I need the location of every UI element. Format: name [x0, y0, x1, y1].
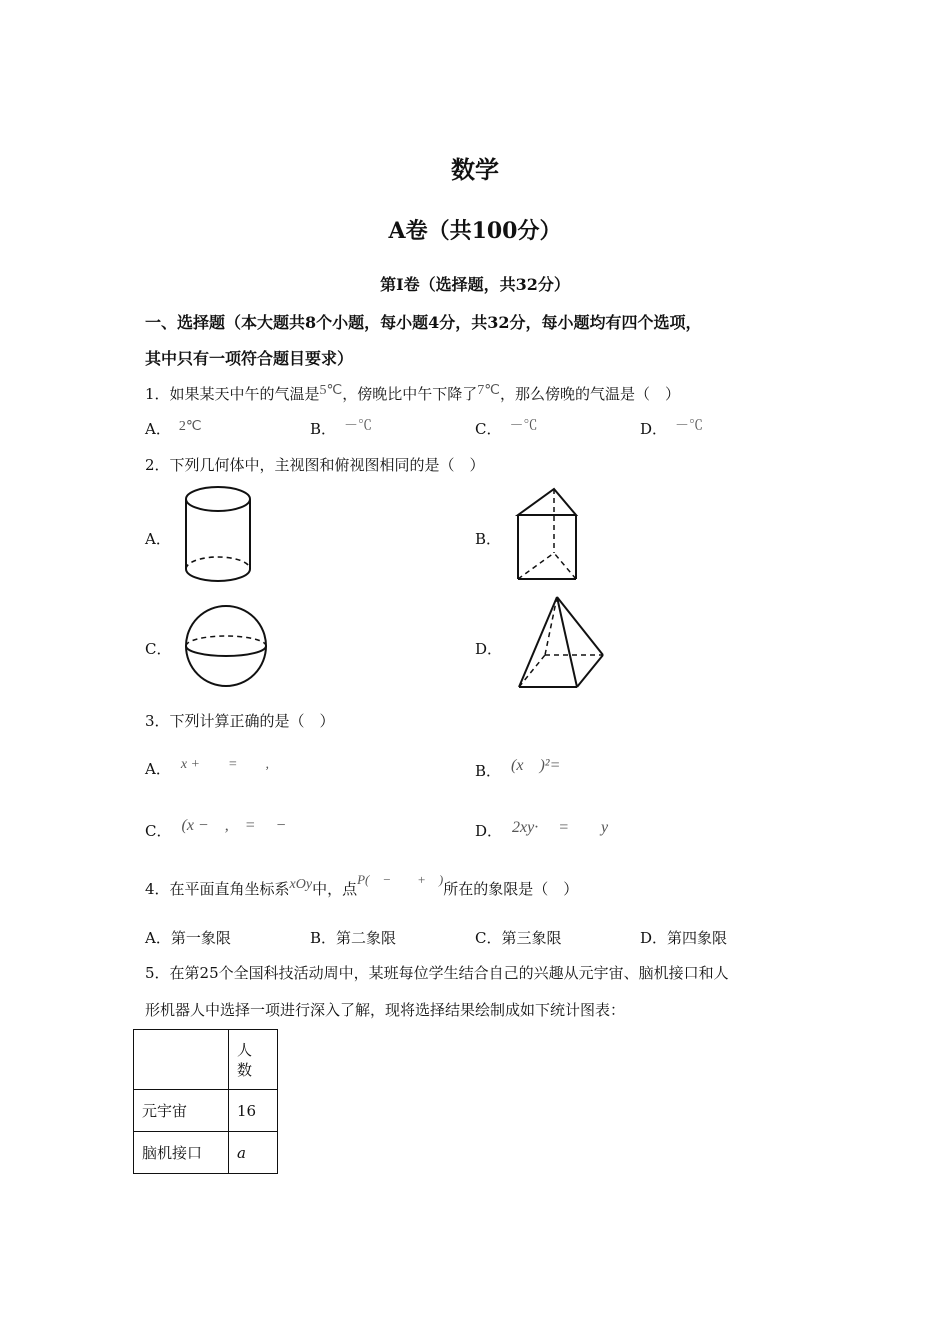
question-5-cont: 形机器人中选择一项进行深入了解，现将选择结果绘制成如下统计图表： — [145, 1001, 626, 1019]
point-p: P( − + ) — [357, 872, 444, 887]
question-3: 3．下列计算正确的是（ ） — [145, 712, 335, 730]
part-a-title: A卷（共100分） — [388, 218, 562, 244]
table-cell: 16 — [229, 1090, 278, 1132]
q3-option-a[interactable]: A． x + = , — [145, 757, 269, 778]
volume-title: 第Ⅰ卷（选择题，共32分） — [380, 275, 570, 294]
q2-option-c[interactable]: C． — [145, 640, 172, 658]
table-row — [134, 1132, 278, 1174]
q2-option-a[interactable]: A． — [145, 530, 171, 548]
q3-option-c[interactable]: C． (x − , = − — [145, 817, 287, 840]
table-cell: 脑机接口 — [134, 1132, 229, 1174]
page-title: 数学 — [451, 155, 499, 184]
table-row — [134, 1090, 278, 1132]
triangular-prism-icon — [516, 487, 581, 582]
question-1: 1．如果某天中午的气温是5℃，傍晚比中午下降了7℃，那么傍晚的气温是（ ） — [145, 383, 681, 403]
section-heading: 一、选择题（本大题共8个小题，每小题4分，共32分，每小题均有四个选项， — [145, 313, 702, 332]
q1-option-b[interactable]: B． －℃ — [310, 419, 373, 438]
temperature-drop: 7℃ — [477, 383, 501, 398]
q4-option-a[interactable]: A．第一象限 — [145, 929, 231, 947]
q2-option-b[interactable]: B． — [475, 530, 502, 548]
q4-option-c[interactable]: C．第三象限 — [475, 929, 562, 947]
q1-option-a[interactable]: A． 2℃ — [145, 419, 202, 438]
question-2: 2．下列几何体中，主视图和俯视图相同的是（ ） — [145, 456, 485, 474]
square-pyramid-icon — [517, 595, 607, 690]
table-header-cell — [134, 1030, 229, 1090]
question-4: 4．在平面直角坐标系xOy中，点P( − + )所在的象限是（ ） — [145, 872, 579, 898]
q1-option-d[interactable]: D． －℃ — [640, 419, 704, 438]
coordinate-system: xOy — [289, 877, 313, 892]
q3-option-d[interactable]: D． 2xy· = y — [475, 819, 609, 840]
section-heading-cont: 其中只有一项符合题目要求） — [145, 349, 354, 368]
q2-option-d[interactable]: D． — [475, 640, 503, 658]
table-cell: a — [229, 1132, 278, 1174]
q3-option-b[interactable]: B． (x )²= — [475, 757, 561, 780]
table-cell: 元宇宙 — [134, 1090, 229, 1132]
question-5: 5．在第25个全国科技活动周中，某班每位学生结合自己的兴趣从元宇宙、脑机接口和人 — [145, 964, 729, 982]
cylinder-icon — [183, 485, 253, 585]
q4-option-d[interactable]: D．第四象限 — [640, 929, 728, 947]
sphere-icon — [183, 605, 273, 690]
q1-option-c[interactable]: C． －℃ — [475, 419, 538, 438]
noon-temperature: 5℃ — [319, 383, 343, 398]
table-header-cell: 人 数 — [229, 1030, 278, 1090]
stat-table — [133, 1029, 278, 1174]
q4-option-b[interactable]: B．第二象限 — [310, 929, 397, 947]
